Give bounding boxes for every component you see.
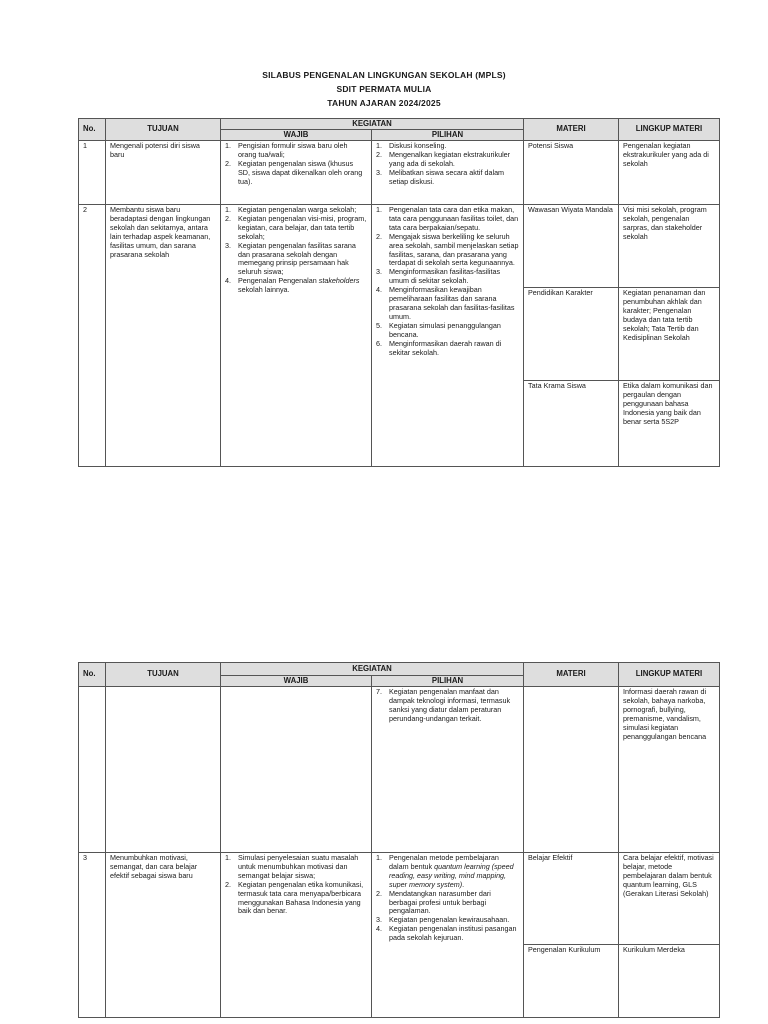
wajib-cell bbox=[221, 853, 372, 1018]
list-number: 4. bbox=[225, 276, 231, 286]
list-item bbox=[225, 854, 367, 881]
materi-cell: Belajar Efektif bbox=[524, 853, 619, 945]
lingkup-cell: Kurikulum Merdeka bbox=[619, 945, 720, 1018]
list-number: 2. bbox=[225, 213, 231, 223]
list-text-italic: stakeholders bbox=[318, 276, 360, 286]
materi-cell bbox=[524, 687, 619, 853]
list-item bbox=[225, 881, 367, 917]
wajib-cell bbox=[221, 205, 372, 467]
col-kegiatan: KEGIATAN bbox=[221, 663, 524, 676]
table-row bbox=[79, 205, 720, 288]
list-item bbox=[376, 340, 519, 358]
materi-cell: Potensi Siswa bbox=[524, 141, 619, 205]
list-number: 7. bbox=[376, 687, 382, 696]
lingkup-cell: Kegiatan penanaman dan penumbuhan akhlak dan karakter; Pengenalan budaya dan tata tertib sekolah; Tata Tertib dan Kedisiplinan Sekolah bbox=[619, 288, 720, 381]
list-item bbox=[225, 160, 367, 187]
tujuan-cell: Mengenali potensi diri siswa baru bbox=[106, 141, 221, 205]
list-item bbox=[376, 233, 519, 269]
academic-year: TAHUN AJARAN 2024/2025 bbox=[327, 98, 441, 108]
list-text: sekolah lainnya. bbox=[238, 285, 290, 295]
list-number: 5. bbox=[376, 320, 382, 330]
lingkup-cell: Visi misi sekolah, program sekolah, pengenalan sarpras, dan stakeholder sekolah bbox=[619, 205, 720, 288]
col-materi: MATERI bbox=[524, 663, 619, 687]
col-pilihan: PILIHAN bbox=[372, 130, 524, 141]
col-kegiatan: KEGIATAN bbox=[221, 119, 524, 130]
list-text: Kegiatan pengenalan fasilitas sarana dan prasarana sekolah dengan memegang prinsip persamaan hak seluruh siswa; bbox=[238, 240, 356, 277]
list-text: Simulasi penyelesaian suatu masalah untuk menumbuhkan motivasi dan semangat belajar siswa; bbox=[238, 853, 359, 880]
list-number: 1. bbox=[376, 853, 382, 862]
list-item bbox=[376, 925, 519, 943]
list-text: Kegiatan pengenalan siswa (khusus SD, siswa dapat dikenalkan oleh orang tua). bbox=[238, 158, 363, 186]
list-text: Menginformasikan daerah rawan di sekitar sekolah. bbox=[389, 338, 502, 357]
list-text: Pengisian formulir siswa baru oleh orang tua/wali; bbox=[238, 141, 348, 159]
list-number: 6. bbox=[376, 338, 382, 348]
col-lingkup-materi: LINGKUP MATERI bbox=[619, 663, 720, 687]
list-text: Kegiatan pengenalan institusi pasangan pada sekolah kejuruan. bbox=[389, 924, 517, 943]
tujuan-cell: Membantu siswa baru beradaptasi dengan lingkungan sekolah dan sekitarnya, antara lain terhadap aspek keamanan, fasilitas umum, dan sarana prasarana sekolah bbox=[106, 205, 221, 467]
materi-cell: Pendidikan Karakter bbox=[524, 288, 619, 381]
list-item bbox=[225, 142, 367, 160]
list-number: 3. bbox=[225, 240, 231, 250]
list-text: Mendatangkan narasumber dari berbagai profesi untuk berbagi pengalaman. bbox=[389, 888, 491, 916]
list-item bbox=[376, 286, 519, 322]
table-row bbox=[79, 853, 720, 945]
list-number: 1. bbox=[376, 141, 382, 150]
row-number: 1 bbox=[79, 141, 106, 205]
list-number: 2. bbox=[376, 888, 382, 898]
col-no: No. bbox=[79, 663, 106, 687]
col-pilihan: PILIHAN bbox=[372, 676, 524, 687]
lingkup-cell: Etika dalam komunikasi dan pergaulan dengan penggunaan bahasa Indonesia yang baik dan benar serta 5S2P bbox=[619, 381, 720, 467]
list-text: Kegiatan pengenalan manfaat dan dampak teknologi informasi, termasuk sanksi yang diatur dalam peraturan perundang-undangan terkait. bbox=[389, 687, 511, 723]
list-number: 4. bbox=[376, 924, 382, 934]
tujuan-cell bbox=[106, 687, 221, 853]
list-number: 2. bbox=[225, 879, 231, 889]
list-number: 1. bbox=[376, 205, 382, 214]
list-item bbox=[376, 322, 519, 340]
list-text: Mengajak siswa berkeliling ke seluruh area sekolah, sambil menjelaskan setiap fasilitas, sarana, dan prasarana yang terdapat di sekolah serta kegunaannya. bbox=[389, 231, 519, 268]
col-wajib: WAJIB bbox=[221, 676, 372, 687]
list-text: . bbox=[462, 879, 465, 889]
list-text: Menginformasikan kewajiban pemeliharaan fasilitas dan sarana prasarana sekolah dan fasilitas-fasilitas umum. bbox=[389, 285, 515, 321]
col-no: No. bbox=[79, 119, 106, 141]
list-item bbox=[376, 151, 519, 169]
list-text: Pengenalan Pengenalan bbox=[238, 276, 319, 286]
table-row bbox=[79, 141, 720, 205]
row-number bbox=[79, 687, 106, 853]
list-item bbox=[376, 688, 519, 724]
wajib-cell bbox=[221, 141, 372, 205]
list-number: 3. bbox=[376, 267, 382, 277]
row-number: 3 bbox=[79, 853, 106, 1018]
pilihan-cell bbox=[372, 141, 524, 205]
list-text: Kegiatan simulasi penanggulangan bencana. bbox=[389, 320, 501, 339]
col-lingkup-materi: LINGKUP MATERI bbox=[619, 119, 720, 141]
col-materi: MATERI bbox=[524, 119, 619, 141]
syllabus-table-page-1 bbox=[78, 118, 720, 467]
list-text: Diskusi konseling. bbox=[389, 141, 447, 150]
list-text: Pengenalan metode pembelajaran dalam bentuk bbox=[389, 853, 499, 871]
list-item bbox=[376, 890, 519, 917]
col-tujuan: TUJUAN bbox=[106, 119, 221, 141]
col-tujuan: TUJUAN bbox=[106, 663, 221, 687]
pilihan-cell bbox=[372, 205, 524, 467]
list-number: 2. bbox=[376, 149, 382, 159]
materi-cell: Wawasan Wiyata Mandala bbox=[524, 205, 619, 288]
materi-cell: Tata Krama Siswa bbox=[524, 381, 619, 467]
list-number: 4. bbox=[376, 285, 382, 295]
list-text: Kegiatan pengenalan kewirausahaan. bbox=[389, 915, 510, 925]
lingkup-cell: Informasi daerah rawan di sekolah, bahaya narkoba, pornografi, bullying, premanisme, vandalism, simulasi kegiatan penanggulangan bencana bbox=[619, 687, 720, 853]
school-name: SDIT PERMATA MULIA bbox=[336, 84, 432, 94]
syllabus-table-page-2 bbox=[78, 662, 720, 1018]
list-text-italic: quantum learning (speed reading, easy writing, mind mapping, super memory system) bbox=[389, 861, 514, 889]
list-text: Kegiatan pengenalan warga sekolah; bbox=[238, 205, 357, 214]
list-text: Mengenalkan kegiatan ekstrakurikuler yang ada di sekolah. bbox=[389, 149, 511, 168]
list-text: Kegiatan pengenalan etika komunikasi, termasuk tata cara menyapa/berbicara menggunakan Bahasa Indonesia yang baik dan benar. bbox=[238, 879, 364, 916]
list-number: 1. bbox=[225, 141, 231, 150]
row-number: 2 bbox=[79, 205, 106, 467]
list-number: 1. bbox=[225, 853, 231, 862]
pilihan-cell bbox=[372, 687, 524, 853]
table-row bbox=[79, 687, 720, 853]
col-wajib: WAJIB bbox=[221, 130, 372, 141]
list-item bbox=[376, 206, 519, 233]
list-text: Pengenalan tata cara dan etika makan, tata cara penggunaan fasilitas toilet, dan tata cara berpakaian/sepatu. bbox=[389, 205, 519, 232]
list-item bbox=[376, 268, 519, 286]
list-text: Kegiatan pengenalan visi-misi, program, kegiatan, cara belajar, dan tata tertib sekolah; bbox=[238, 213, 367, 241]
lingkup-cell: Cara belajar efektif, motivasi belajar, metode pembelajaran dalam bentuk quantum learning, GLS (Gerakan Literasi Sekolah) bbox=[619, 853, 720, 945]
list-text: Menginformasikan fasilitas-fasilitas umum di sekitar sekolah. bbox=[389, 267, 501, 286]
pilihan-cell bbox=[372, 853, 524, 1018]
list-item bbox=[376, 169, 519, 187]
lingkup-cell: Pengenalan kegiatan ekstrakurikuler yang ada di sekolah bbox=[619, 141, 720, 205]
list-number: 3. bbox=[376, 915, 382, 925]
list-item bbox=[225, 215, 367, 242]
tujuan-cell: Menumbuhkan motivasi, semangat, dan cara belajar efektif sebagai siswa baru bbox=[106, 853, 221, 1018]
document-title: SILABUS PENGENALAN LINGKUNGAN SEKOLAH (MPLS) bbox=[262, 70, 506, 80]
list-number: 2. bbox=[376, 231, 382, 241]
list-number: 3. bbox=[376, 167, 382, 177]
list-number: 1. bbox=[225, 205, 231, 214]
list-item bbox=[225, 242, 367, 278]
list-number: 2. bbox=[225, 158, 231, 168]
wajib-cell bbox=[221, 687, 372, 853]
materi-cell: Pengenalan Kurikulum bbox=[524, 945, 619, 1018]
list-text: Melibatkan siswa secara aktif dalam setiap diskusi. bbox=[389, 167, 505, 186]
